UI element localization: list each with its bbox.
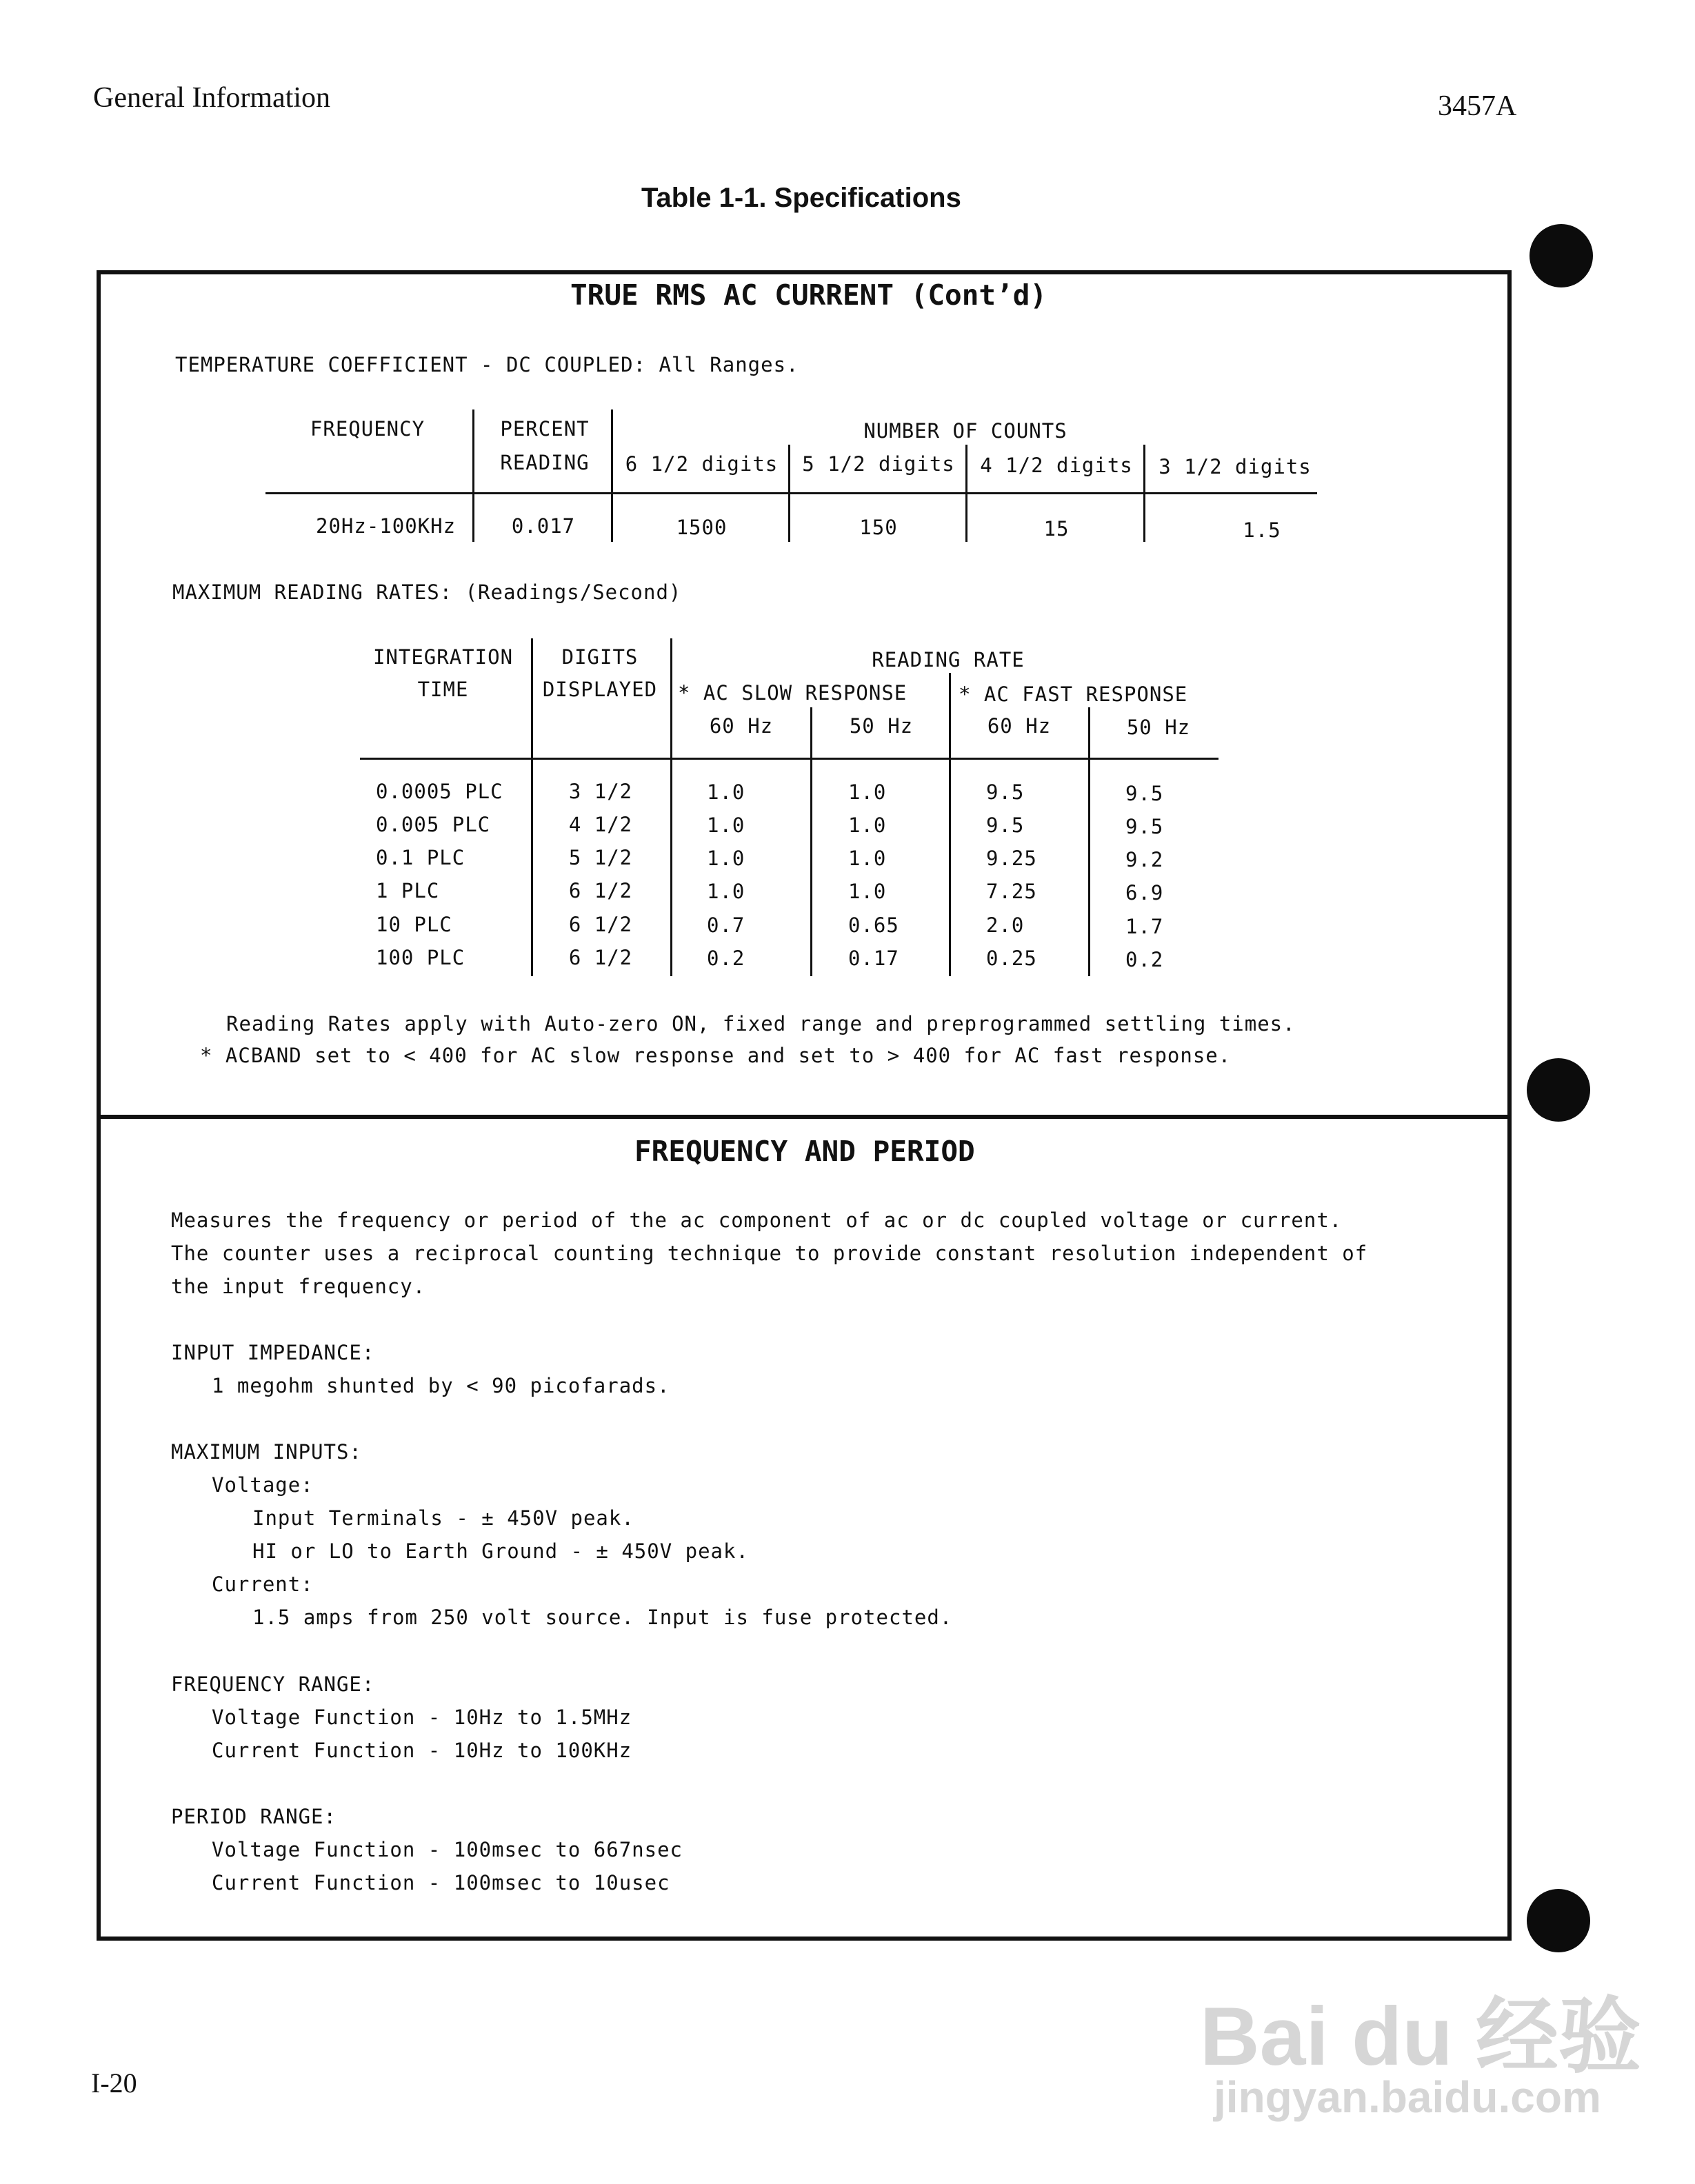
counts-row-4-digits: 15 (1043, 517, 1070, 540)
counts-header-digits-3: 3 1/2 digits (1159, 455, 1312, 478)
frequency-range-current: Current Function - 10Hz to 100KHz (212, 1739, 632, 1762)
rates-cell: 7.25 (986, 880, 1037, 903)
note-acband: * ACBAND set to < 400 for AC slow response and set to > 400 for AC fast response. (200, 1044, 1232, 1067)
rates-cell: 1.0 (848, 813, 887, 837)
rates-cell: 9.5 (1125, 782, 1164, 805)
period-range-voltage: Voltage Function - 100msec to 667nsec (212, 1838, 683, 1861)
rates-cell: 6 1/2 (568, 946, 633, 969)
binder-hole-top (1529, 224, 1593, 287)
counts-header-frequency: FREQUENCY (310, 417, 425, 441)
rates-cell: 9.5 (986, 813, 1025, 837)
rates-cell: 9.5 (1125, 815, 1164, 838)
counts-header-digits-4: 4 1/2 digits (980, 454, 1133, 477)
rates-cell: 0.1 PLC (376, 846, 465, 869)
intro-line-3: the input frequency. (171, 1275, 426, 1298)
input-impedance-value: 1 megohm shunted by < 90 picofarads. (212, 1374, 670, 1397)
rates-cell: 5 1/2 (568, 846, 633, 869)
page-number: I-20 (91, 2067, 137, 2099)
rates-header-reading-rate: READING RATE (872, 648, 1025, 671)
section-divider (97, 1115, 1512, 1119)
rates-header-ac-fast: * AC FAST RESPONSE (959, 682, 1188, 706)
input-impedance-label: INPUT IMPEDANCE: (171, 1341, 375, 1364)
max-reading-rates-label: MAXIMUM READING RATES: (Readings/Second) (172, 580, 682, 604)
binder-hole-bottom (1527, 1889, 1590, 1952)
rates-header-integration-2: TIME (417, 678, 469, 701)
rates-header-slow-50hz: 50 Hz (849, 714, 914, 738)
counts-header-digits-5: 5 1/2 digits (802, 452, 955, 476)
section-title-ac-current: TRUE RMS AC CURRENT (Cont’d) (570, 279, 1047, 312)
rates-header-slow-60hz: 60 Hz (709, 714, 774, 738)
rates-cell: 1.7 (1125, 915, 1164, 938)
counts-row-5-digits: 150 (859, 516, 898, 539)
counts-header-percent-1: PERCENT (500, 417, 590, 441)
rates-cell: 1 PLC (376, 879, 440, 902)
rates-header-fast-50hz: 50 Hz (1126, 716, 1191, 739)
watermark-brand: Bai du 经验 (1200, 1990, 1642, 2083)
rates-cell: 10 PLC (376, 913, 452, 936)
rates-cell: 6 1/2 (568, 913, 633, 936)
rates-header-fast-60hz: 60 Hz (987, 714, 1052, 738)
intro-line-1: Measures the frequency or period of the ac component of ac or dc coupled voltage or current. (171, 1209, 1343, 1232)
counts-row-3-digits: 1.5 (1243, 518, 1281, 542)
rates-cell: 0.0005 PLC (376, 780, 503, 803)
rates-cell: 1.0 (707, 813, 745, 837)
counts-col-rule-1 (472, 410, 474, 542)
counts-row-frequency: 20Hz-100KHz (316, 514, 457, 538)
rates-cell: 9.25 (986, 847, 1037, 870)
binder-hole-middle (1527, 1058, 1590, 1122)
rates-cell: 9.2 (1125, 848, 1164, 871)
rates-col-rule-2 (670, 638, 672, 976)
period-range-label: PERIOD RANGE: (171, 1805, 337, 1828)
counts-col-rule-2 (611, 410, 613, 542)
running-header-section: General Information (93, 82, 331, 114)
rates-col-rule-4 (949, 673, 951, 976)
watermark-url: jingyan.baidu.com (1214, 2072, 1601, 2122)
counts-header-number: NUMBER OF COUNTS (863, 419, 1067, 443)
intro-line-2: The counter uses a reciprocal counting technique to provide constant resolution independent of (171, 1242, 1368, 1265)
rates-cell: 0.005 PLC (376, 813, 491, 836)
max-inputs-voltage-line-2: HI or LO to Earth Ground - ± 450V peak. (252, 1539, 749, 1563)
counts-header-percent-2: READING (500, 451, 590, 474)
max-inputs-current-label: Current: (212, 1573, 314, 1596)
rates-cell: 1.0 (848, 880, 887, 903)
rates-col-rule-5 (1088, 707, 1090, 976)
rates-cell: 0.7 (707, 913, 745, 937)
period-range-current: Current Function - 100msec to 10usec (212, 1871, 670, 1894)
rates-cell: 0.2 (1125, 948, 1164, 971)
rates-cell: 1.0 (707, 880, 745, 903)
rates-cell: 4 1/2 (568, 813, 633, 836)
rates-cell: 0.2 (707, 947, 745, 970)
counts-header-rule (265, 492, 1317, 494)
rates-cell: 1.0 (848, 847, 887, 870)
rates-cell: 6 1/2 (568, 879, 633, 902)
max-inputs-voltage-line-1: Input Terminals - ± 450V peak. (252, 1506, 634, 1530)
rates-cell: 1.0 (848, 780, 887, 804)
rates-cell: 3 1/2 (568, 780, 633, 803)
table-title: Table 1-1. Specifications (641, 183, 961, 213)
counts-row-6-digits: 1500 (676, 516, 728, 539)
rates-cell: 0.17 (848, 947, 899, 970)
frequency-range-label: FREQUENCY RANGE: (171, 1672, 375, 1696)
rates-col-rule-3 (810, 707, 812, 976)
rates-cell: 0.65 (848, 913, 899, 937)
counts-header-digits-6: 6 1/2 digits (625, 452, 779, 476)
rates-header-digits-1: DIGITS (561, 645, 639, 669)
rates-cell: 0.25 (986, 947, 1037, 970)
max-inputs-current-line: 1.5 amps from 250 volt source. Input is fuse protected. (252, 1606, 953, 1629)
rates-header-ac-slow: * AC SLOW RESPONSE (678, 681, 907, 705)
rates-cell: 1.0 (707, 780, 745, 804)
rates-cell: 9.5 (986, 780, 1025, 804)
rates-header-integration-1: INTEGRATION (372, 645, 514, 669)
running-header-model: 3457A (1438, 90, 1517, 122)
section-title-frequency-period: FREQUENCY AND PERIOD (634, 1135, 975, 1168)
rates-cell: 2.0 (986, 913, 1025, 937)
frequency-range-voltage: Voltage Function - 10Hz to 1.5MHz (212, 1706, 632, 1729)
temp-coef-label: TEMPERATURE COEFFICIENT - DC COUPLED: All Ranges. (175, 353, 799, 376)
rates-cell: 1.0 (707, 847, 745, 870)
max-inputs-label: MAXIMUM INPUTS: (171, 1440, 362, 1464)
counts-row-percent: 0.017 (511, 514, 576, 538)
rates-cell: 100 PLC (376, 946, 465, 969)
note-reading-rates: Reading Rates apply with Auto-zero ON, fixed range and preprogrammed settling times. (226, 1012, 1296, 1035)
rates-cell: 6.9 (1125, 881, 1164, 904)
rates-header-digits-2: DISPLAYED (542, 678, 658, 701)
max-inputs-voltage-label: Voltage: (212, 1473, 314, 1497)
